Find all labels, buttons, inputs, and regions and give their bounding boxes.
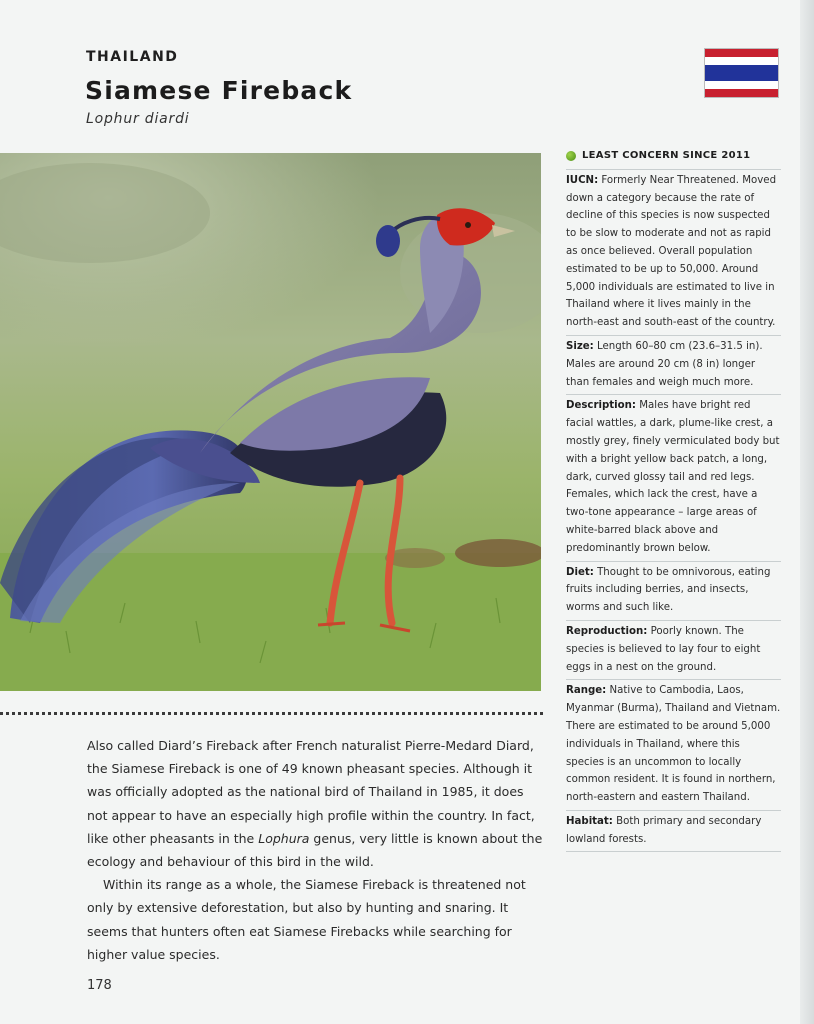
country-heading: THAILAND [86, 49, 179, 65]
fact-size [566, 336, 781, 395]
body-text-segment: genus, very little is known about the ecology and behaviour of this bird in the wild. [87, 830, 543, 870]
page-number: 178 [87, 978, 112, 993]
fact-label: Reproduction: [566, 625, 648, 637]
body-paragraph-1 [87, 734, 545, 873]
fact-iucn [566, 170, 781, 336]
fact-label: Range: [566, 685, 607, 697]
fact-label: Habitat: [566, 815, 613, 827]
fact-label: Size: [566, 340, 594, 352]
fact-diet [566, 562, 781, 621]
fact-habitat [566, 811, 781, 853]
genus-name: Lophura [258, 830, 310, 846]
fact-description [566, 395, 781, 561]
fact-text: Thought to be omnivorous, eating fruits including berries, and insects, worms and such like. [566, 566, 771, 614]
page-title: Siamese Fireback [85, 76, 353, 105]
body-text-segment: Also called Diard’s Fireback after French naturalist Pierre-Medard Diard, the Siamese Fireback is one of 49 known pheasant species. Although it was officially adopted as the national bird of Thailand in 1985, it does not appear to have an especially high profile within the country. In fact, like other pheasants in the [87, 738, 535, 846]
fact-text: Native to Cambodia, Laos, Myanmar (Burma), Thailand and Vietnam. There are estimated to be around 5,000 individuals in Thailand, where this species is an uncommon to locally common resident. It is found in northern, north-eastern and eastern Thailand. [566, 685, 781, 804]
flag-stripe [705, 81, 778, 89]
fact-text: Males have bright red facial wattles, a dark, plume-like crest, a mostly grey, finely vermiculated body but with a bright yellow back patch, a long, dark, curved glossy tail and red legs. Females, which lack the crest, have a two-tone appearance – large areas of white-barred black above and predominantly brown below. [566, 400, 780, 554]
flag-stripe [705, 49, 778, 57]
main-body-text [87, 734, 545, 966]
dotted-divider [0, 712, 543, 715]
fact-text: Formerly Near Threatened. Moved down a category because the rate of decline of this species is now suspected to be slow to moderate and not as rapid as once believed. Overall population estimated to be up to 50,000. Around 5,000 individuals are estimated to live in Thailand where it lives mainly in the north-east and south-east of the country. [566, 174, 777, 329]
fact-label: Diet: [566, 566, 594, 578]
fact-label: IUCN: [566, 174, 599, 186]
flag-stripe [705, 57, 778, 65]
thailand-flag-icon [704, 48, 779, 98]
body-paragraph-2: Within its range as a whole, the Siamese Fireback is threatened not only by extensive deforestation, but also by hunting and snaring. It seems that hunters often eat Siamese Firebacks while searching for higher value species. [87, 877, 526, 962]
fact-text: Poorly known. The species is believed to lay four to eight eggs in a nest on the ground. [566, 625, 761, 673]
fact-range [566, 680, 781, 811]
status-label: LEAST CONCERN SINCE 2011 [582, 150, 751, 161]
flag-stripe [705, 65, 778, 81]
fact-text: Both primary and secondary lowland forests. [566, 815, 762, 845]
fact-reproduction [566, 621, 781, 680]
fact-label: Description: [566, 400, 636, 412]
fact-sidebar [566, 147, 781, 852]
fact-text: Length 60–80 cm (23.6–31.5 in). Males are around 20 cm (8 in) longer than females and weigh much more. [566, 340, 763, 388]
scientific-name: Lophur diardi [86, 111, 190, 127]
conservation-status [566, 147, 781, 170]
flag-stripe [705, 89, 778, 97]
status-dot-icon [566, 151, 576, 161]
page-edge [800, 0, 814, 1024]
fireback-photo [0, 153, 541, 691]
